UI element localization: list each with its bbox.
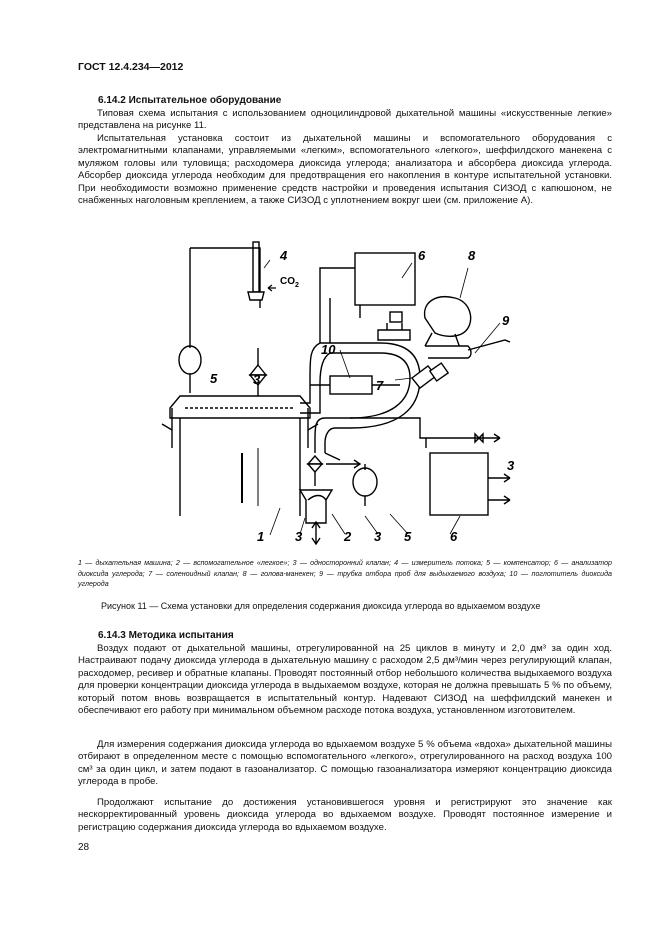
co2-analyzer-top bbox=[355, 253, 415, 305]
label-5: 5 bbox=[210, 371, 218, 386]
document-header: ГОСТ 12.4.234—2012 bbox=[78, 61, 184, 73]
compensator-right bbox=[353, 468, 377, 496]
label-3: 3 bbox=[507, 458, 515, 473]
label-3: 3 bbox=[253, 372, 261, 387]
label-7: 7 bbox=[376, 378, 384, 393]
label-6: 6 bbox=[418, 248, 426, 263]
flow-meter-base bbox=[248, 292, 264, 300]
paragraph: Воздух подают от дыхательной машины, отрегулированной на 25 циклов в минуту и 2,0 дм³ за один ход. Настраивают подачу диоксида углерода в дыхательную машину с расходом 2,5 дм³/мин через регулирующий клапан, расходомер, ресивер и обратные клапаны. Проводят постоянный отбор небольшого количества выдыхаемого воздуха для проверки концентрации диоксида углерода в выдыхаемом воздухе, которая не должна превышать 5 % по объему, который потом вновь возвращается в испытательный контур. Надевают СИЗОД на шеффилдский манекен и обеспечивают его работу при минимальном объемном расходе потока воздуха, установленном изготовителем. bbox=[78, 643, 612, 717]
breathing-machine-body bbox=[170, 396, 310, 418]
section-heading-6-14-2: 6.14.2 Испытательное оборудование bbox=[98, 95, 282, 106]
mannequin-head bbox=[425, 297, 471, 337]
label-9: 9 bbox=[502, 313, 510, 328]
co2-analyzer-bottom bbox=[430, 453, 488, 515]
section-heading-6-14-3: 6.14.3 Методика испытания bbox=[98, 630, 234, 641]
flow-meter-tube bbox=[253, 242, 259, 292]
figure-caption: Рисунок 11 — Схема установки для определения содержания диоксида углерода во вдыхаемом воздухе bbox=[101, 601, 541, 611]
solenoid-valve-top bbox=[390, 312, 402, 322]
paragraph: Для измерения содержания диоксида углерода во вдыхаемом воздухе 5 % объема «вдоха» дыхательной машины отбирают в определенном месте с помощью вспомогательного «легкого», отрегулированного на расход воздуха 100 см³ за один цикл, и затем подают в газоанализатор. С помощью газоанализатора измеряют концентрацию диоксида углерода в пробе. bbox=[78, 739, 612, 788]
label-6: 6 bbox=[450, 529, 458, 544]
figure-11-diagram bbox=[150, 238, 530, 550]
page-number: 28 bbox=[78, 842, 90, 853]
co2-absorber bbox=[330, 376, 372, 394]
label-8: 8 bbox=[468, 248, 476, 263]
label-3: 3 bbox=[374, 529, 382, 544]
figure-legend: 1 — дыхательная машина; 2 — вспомогательное «легкое»; 3 — односторонний клапан; 4 — измеритель потока; 5 — компенсатор; 6 — анализатор диоксида углерода; 7 — соленоидный клапан; 8 — голова-манекен; 9 — трубка отбора проб для выдыхаемого воздуха; 10 — поглотитель диоксида углерода bbox=[78, 559, 612, 588]
label-2: 2 bbox=[344, 529, 352, 544]
label-10: 10 bbox=[321, 342, 336, 357]
paragraph: Испытательная установка состоит из дыхательной машины и вспомогательного оборудования с электромагнитными клапанами, управляемыми «легким», вспомогательного «легкого», шеффилдского манекена с муляжом головы или туловища; расходомера диоксида углерода; анализатора и абсорбера диоксида углерода. Абсорбер диоксида углерода необходим для предотвращения его накопления в контуре испытательной установки. При необходимости возможно применение средств настройки и проведения испытания СИЗОД с капюшоном, не снабженных наголовным креплением, а также СИЗОД с уплотнением вокруг шеи (см. приложение А). bbox=[78, 133, 612, 207]
label-1: 1 bbox=[257, 529, 265, 544]
paragraph: Типовая схема испытания с использованием одноцилиндровой дыхательной машины «искусственные легкие» представлена на рисунке 11. bbox=[78, 108, 612, 132]
co2-label: $CO_2$ bbox=[280, 276, 299, 289]
label-3: 3 bbox=[295, 529, 303, 544]
label-5: 5 bbox=[404, 529, 412, 544]
compensator-left bbox=[179, 346, 201, 374]
label-4: 4 bbox=[280, 248, 288, 263]
paragraph: Продолжают испытание до достижения установившегося уровня и регистрируют это значение как нескорректированный уровень диоксида углерода во вдыхаемом воздухе. Проводят постоянное измерение и регистрацию содержания диоксида углерода во вдыхаемом воздухе. bbox=[78, 797, 612, 833]
